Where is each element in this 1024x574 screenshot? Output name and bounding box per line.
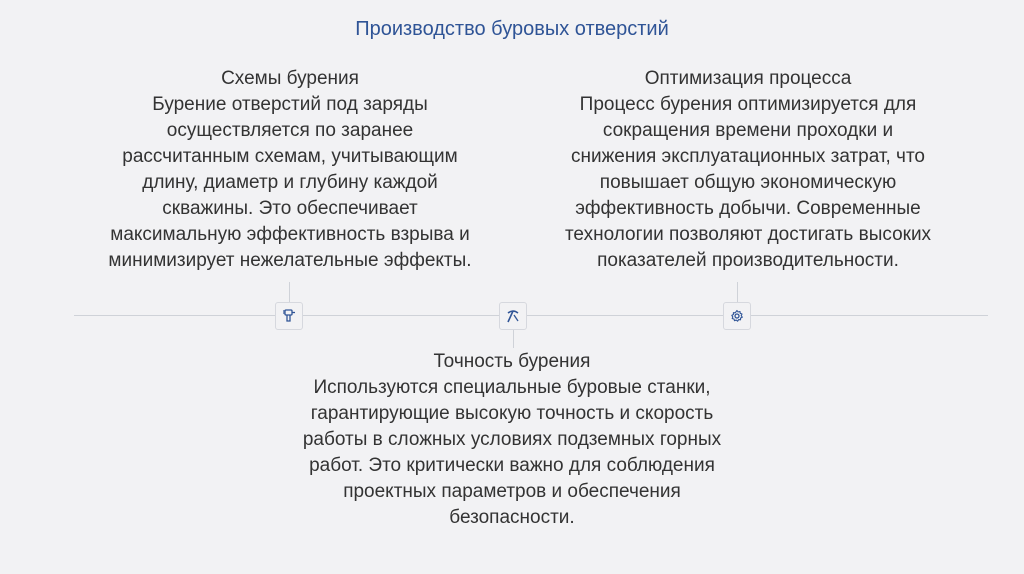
pickaxe-icon xyxy=(505,308,521,324)
connector-right xyxy=(737,282,738,302)
pickaxe-node xyxy=(499,302,527,330)
gear-icon xyxy=(729,308,745,324)
drilling-accuracy-block xyxy=(272,349,752,531)
connector-bottom xyxy=(513,330,514,348)
drilling-schemes-text: Бурение отверстий под заряды осуществляется по заранее рассчитанным схемам, учитывающим длину, диаметр и глубину каждой скважины. Это обеспечивает максимальную эффективность взрыва и минимизирует нежелательные эффекты. xyxy=(108,94,472,271)
timeline-line xyxy=(74,315,988,316)
drilling-schemes-block xyxy=(70,66,510,274)
connector-left xyxy=(289,282,290,302)
drilling-schemes-heading: Схемы бурения xyxy=(221,68,359,89)
drilling-accuracy-text: Используются специальные буровые станки, гарантирующие высокую точность и скорость работы в сложных условиях подземных горных работ. Это критически важно для соблюдения проектных параметров и обеспечения безопасности. xyxy=(302,377,722,528)
gear-node xyxy=(723,302,751,330)
drill-icon xyxy=(281,308,297,324)
process-optimization-text: Процесс бурения оптимизируется для сокращения времени проходки и снижения эксплуатационных затрат, что повышает общую экономическую эффективность добычи. Современные технологии позволяют достигать высоких показателей производительности. xyxy=(564,94,932,271)
drill-node xyxy=(275,302,303,330)
process-optimization-heading: Оптимизация процесса xyxy=(644,68,852,89)
page-title: Производство буровых отверстий xyxy=(355,18,669,40)
drilling-accuracy-heading: Точность бурения xyxy=(433,351,591,372)
process-optimization-block xyxy=(518,66,978,274)
